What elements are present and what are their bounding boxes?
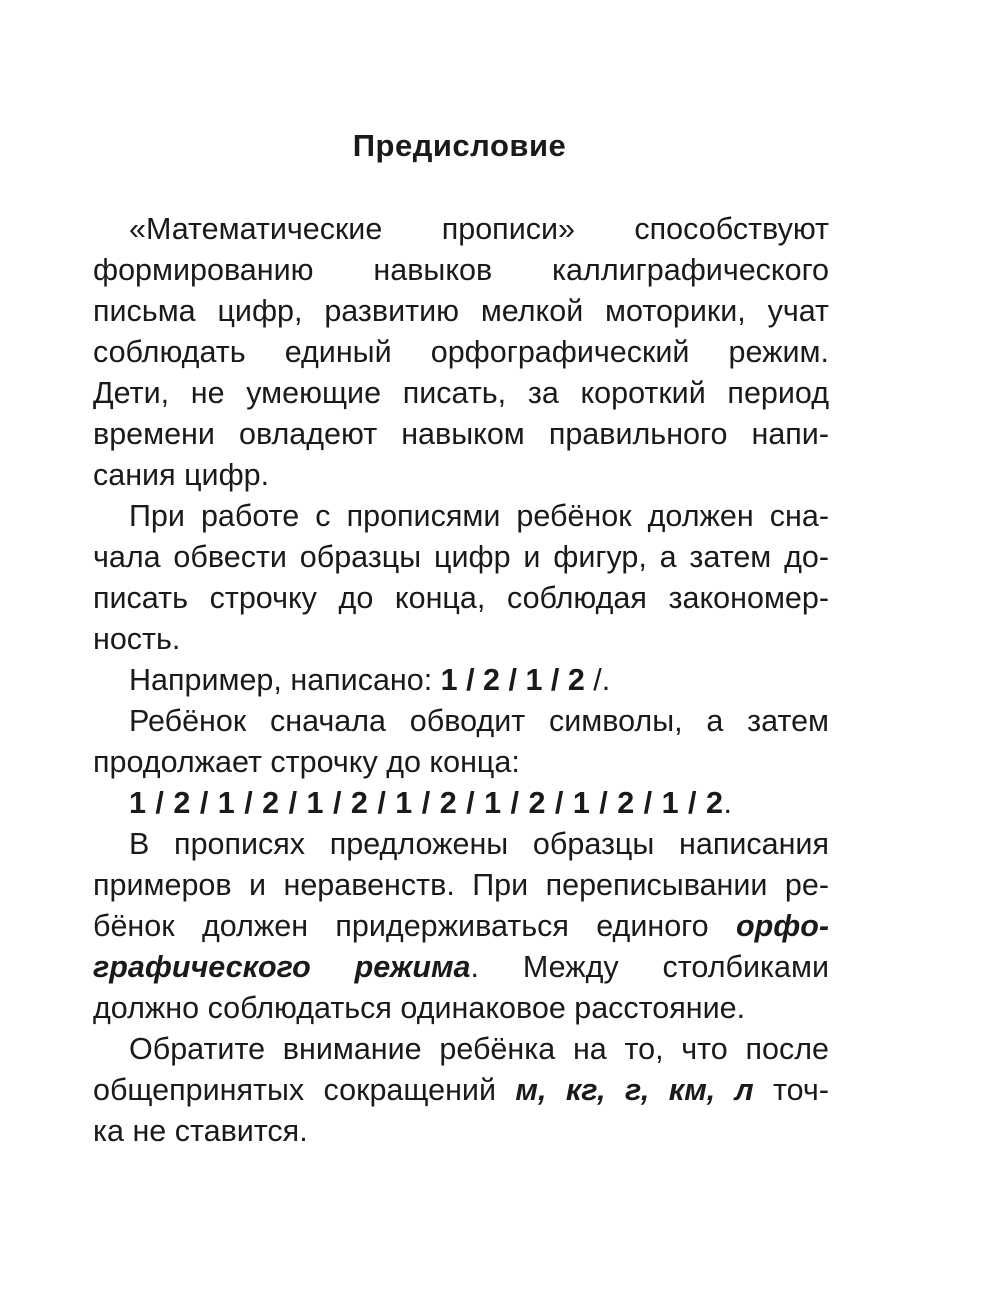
number-sequence bbox=[93, 783, 829, 824]
paragraph-3-line-1 bbox=[93, 660, 829, 701]
paragraph-1-line-4: соблюдать единый орфографический режим. bbox=[93, 335, 829, 369]
paragraph-1-line-1: «Математические прописи» способствуют bbox=[129, 212, 829, 246]
paragraph-5-line-3 bbox=[93, 906, 829, 947]
emphasis-orthographic-part-2: графического режима bbox=[93, 950, 471, 984]
paragraph-2-line-1: При работе с прописями ребёнок должен сна- bbox=[129, 499, 829, 533]
paragraph-6-line-2-text: общепринятых сокращений bbox=[93, 1073, 516, 1107]
paragraph-5-line-1: В прописях предложены образцы написания bbox=[129, 827, 829, 861]
paragraph-5-line-3-text: бёнок должен придерживаться единого bbox=[93, 909, 736, 943]
paragraph-1-line-5: Дети, не умеющие писать, за короткий период bbox=[93, 376, 829, 410]
paragraph-5-line-4 bbox=[93, 947, 829, 988]
paragraph-1-line-3: письма цифр, развитию мелкой моторики, учат bbox=[93, 294, 829, 328]
page-title bbox=[0, 128, 987, 164]
paragraph-1-line-6: времени овладеют навыком правильного напи- bbox=[93, 417, 829, 451]
paragraph-4-line-1: Ребёнок сначала обводит символы, а затем bbox=[129, 704, 829, 738]
paragraph-6-line-1: Обратите внимание ребёнка на то, что после bbox=[129, 1032, 829, 1066]
paragraph-6-line-2-end: точ- bbox=[753, 1073, 829, 1107]
example-sample: 1 / 2 / 1 / 2 bbox=[440, 663, 585, 697]
paragraph-2-line-4: ность. bbox=[93, 622, 181, 656]
preface-body bbox=[93, 209, 829, 1152]
page-title-text: Предисловие bbox=[352, 128, 567, 163]
emphasis-orthographic-part-1: орфо- bbox=[735, 909, 829, 943]
paragraph-6-line-2 bbox=[93, 1070, 829, 1111]
number-sequence-end: . bbox=[723, 786, 732, 820]
paragraph-1-line-7: сания цифр. bbox=[93, 458, 270, 492]
paragraph-6-line-3: ка не ставится. bbox=[93, 1114, 308, 1148]
example-suffix: /. bbox=[584, 663, 611, 697]
paragraph-5-line-5: должно соблюдаться одинаковое расстояние. bbox=[93, 991, 746, 1025]
paragraph-1-line-2: формированию навыков каллиграфического bbox=[93, 253, 829, 287]
paragraph-2-line-2: чала обвести образцы цифр и фигур, а затем до- bbox=[93, 540, 829, 574]
paragraph-5-line-2: примеров и неравенств. При переписывании ре- bbox=[93, 868, 829, 902]
emphasis-abbreviations: м, кг, г, км, л bbox=[515, 1073, 754, 1107]
paragraph-2-line-3: писать строчку до конца, соблюдая закономер- bbox=[93, 581, 829, 615]
paragraph-4-line-2: продолжает строчку до конца: bbox=[93, 745, 520, 779]
paragraph-5-line-4-text: . Между столбиками bbox=[470, 950, 829, 984]
number-sequence-digits: 1 / 2 / 1 / 2 / 1 / 2 / 1 / 2 / 1 / 2 / 1 / 2 / 1 / 2 bbox=[129, 786, 724, 820]
example-prefix: Например, написано: bbox=[129, 663, 441, 697]
